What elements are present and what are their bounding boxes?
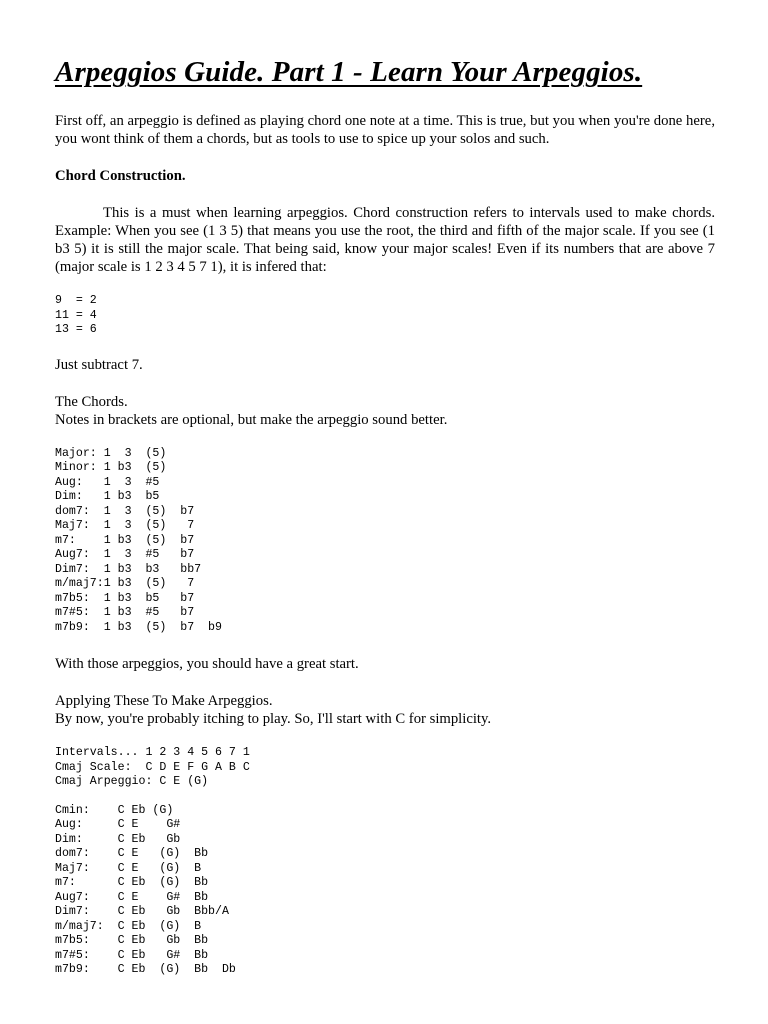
subtract-note: Just subtract 7.: [55, 356, 143, 373]
chord-formula-line: Major: 1 3 (5): [55, 446, 167, 460]
c-scale-line: Intervals... 1 2 3 4 5 6 7 1: [55, 746, 250, 759]
applying-heading: Applying These To Make Arpeggios.: [55, 693, 273, 709]
c-arpeggio-line: Dim: C Eb Gb: [55, 832, 181, 846]
chords-note: Notes in brackets are optional, but make the arpeggio sound better.: [55, 411, 448, 428]
c-arpeggios-block: [55, 804, 715, 978]
c-arpeggio-line: Cmin: C Eb (G): [55, 803, 174, 817]
chord-formula-line: Minor: 1 b3 (5): [55, 461, 167, 474]
c-arpeggio-line: m7b5: C Eb Gb Bb: [55, 934, 209, 947]
interval-equivalent-line: 13 = 6: [55, 323, 97, 336]
interval-equivalent-line: 9 = 2: [55, 294, 97, 307]
c-arpeggio-line: Dim7: C Eb Gb Bbb/A: [55, 905, 229, 918]
great-start-text: With those arpeggios, you should have a great start.: [55, 656, 359, 672]
chord-construction-heading: Chord Construction.: [55, 168, 186, 184]
chord-formula-line: Dim7: 1 b3 b3 bb7: [55, 562, 202, 576]
chord-formula-line: m7: 1 b3 (5) b7: [55, 533, 195, 547]
chord-formula-line: m/maj7:1 b3 (5) 7: [55, 577, 195, 590]
c-arpeggio-line: m7#5: C Eb G# Bb: [55, 948, 209, 962]
chord-formula-line: Aug7: 1 3 #5 b7: [55, 548, 195, 561]
intro-paragraph: First off, an arpeggio is defined as playing chord one note at a time. This is true, but you when you're done here, you wont think of them a chords, but as tools to use to spice up your solos and such.: [55, 113, 715, 147]
chord-formula-line: m7b9: 1 b3 (5) b7 b9: [55, 620, 222, 634]
c-arpeggio-line: Aug7: C E G# Bb: [55, 890, 209, 904]
interval-equivalents-block: [55, 294, 715, 338]
chord-formula-line: Maj7: 1 3 (5) 7: [55, 519, 195, 532]
applying-paragraph: By now, you're probably itching to play. So, I'll start with C for simplicity.: [55, 711, 492, 727]
chord-construction-paragraph: This is a must when learning arpeggios. Chord construction refers to intervals used to make chords. Example: When you see (1 3 5) that means you use the root, the third and fifth of the major scale. If you see (1 b3 5) it is still the major scale. That being said, know your major scales! Even if its numbers that are above 7 (major scale is 1 2 3 4 5 7 1), it is infered that:: [55, 205, 715, 275]
interval-equivalent-line: 11 = 4: [55, 308, 97, 322]
chord-formula-line: Dim: 1 b3 b5: [55, 490, 160, 503]
c-arpeggio-line: Maj7: C E (G) B: [55, 861, 202, 875]
c-arpeggio-line: m7: C Eb (G) Bb: [55, 876, 209, 889]
c-arpeggio-line: Aug: C E G#: [55, 818, 181, 831]
chord-formulas-block: [55, 447, 715, 636]
chord-formula-line: dom7: 1 3 (5) b7: [55, 504, 195, 518]
c-scale-line: Cmaj Scale: C D E F G A B C: [55, 760, 250, 774]
c-scale-block: [55, 746, 715, 790]
document-page: [55, 56, 715, 978]
chord-formula-line: m7#5: 1 b3 #5 b7: [55, 606, 195, 619]
chord-formula-line: m7b5: 1 b3 b5 b7: [55, 591, 195, 605]
c-arpeggio-line: m/maj7: C Eb (G) B: [55, 919, 202, 933]
c-scale-line: Cmaj Arpeggio: C E (G): [55, 775, 209, 788]
c-arpeggio-line: m7b9: C Eb (G) Bb Db: [55, 963, 236, 976]
chords-heading: The Chords.: [55, 393, 128, 410]
c-arpeggio-line: dom7: C E (G) Bb: [55, 847, 209, 860]
page-title: Arpeggios Guide. Part 1 - Learn Your Arpeggios.: [55, 56, 643, 88]
chord-formula-line: Aug: 1 3 #5: [55, 475, 160, 489]
